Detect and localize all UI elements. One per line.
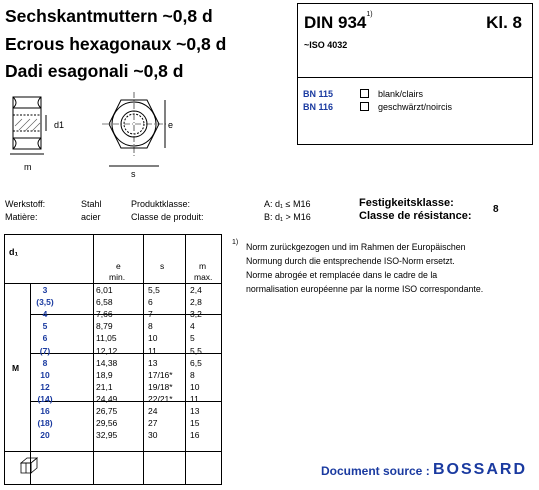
table-cell-m: 13 (190, 406, 200, 416)
table-cell-e: 32,95 (96, 430, 118, 441)
table-cell-e: 11,05 (96, 333, 117, 344)
footnote-marker: 1) (366, 11, 373, 18)
table-cell-e: 29,56 (96, 418, 118, 429)
finish-label-2: geschwärzt/noircis (378, 102, 453, 112)
table-cell-d: 6 (42, 333, 48, 344)
footnote-text (246, 240, 536, 296)
class-label: Kl. 8 (486, 13, 522, 32)
din-box (297, 3, 533, 145)
dimension-table (4, 234, 222, 485)
table-cell-d: 8 (42, 357, 48, 368)
table-cell-e: 21,1 (96, 381, 113, 392)
table-cell-s: 8 (148, 321, 153, 332)
table-cell-d: (3,5) (36, 297, 54, 308)
class-a: A: d₁ ≤ M16 (264, 199, 311, 209)
table-cell-m: 6,5 (190, 357, 202, 368)
finish-code-2: BN 116 (303, 102, 334, 112)
table-cell-d: 20 (40, 430, 50, 441)
class-b: B: d₁ > M16 (264, 212, 311, 222)
source-label: Document source : (321, 464, 430, 478)
werkstoff-label: Werkstoff: (5, 199, 46, 209)
resistance-label: Classe de résistance: (359, 210, 472, 222)
col-header-e: e (116, 261, 121, 271)
table-cell-s: 30 (148, 430, 158, 441)
table-cell-m: 4 (190, 321, 195, 332)
col-header-m-sub: max. (194, 272, 213, 282)
table-cell-d: 10 (40, 369, 50, 380)
title-fr: Ecrous hexagonaux ~0,8 d (5, 34, 227, 54)
m-prefix: M (12, 363, 20, 373)
table-cell-m: 8 (190, 369, 195, 380)
finish-label-1: blank/clairs (378, 89, 424, 99)
table-cell-m: 10 (190, 381, 200, 392)
table-cell-e: 8,79 (96, 321, 113, 332)
title-it: Dadi esagonali ~0,8 d (5, 61, 184, 81)
table-cell-s: 10 (148, 333, 158, 344)
hex-nut-drawing (0, 88, 200, 180)
table-cell-s: 6 (148, 297, 153, 308)
col-header-m: m (199, 261, 207, 271)
brand-logo: BOSSARD (433, 461, 528, 478)
strength-value: 8 (493, 204, 499, 215)
s-label: s (131, 169, 136, 179)
table-cell-d: 16 (40, 406, 50, 416)
table-cell-e: 6,58 (96, 297, 113, 308)
table-cell-d: 3 (42, 285, 48, 295)
table-cell-d: (14) (37, 393, 53, 404)
table-cell-e: 26,75 (96, 406, 118, 416)
d1-label: d1 (54, 120, 65, 130)
table-cell-d: 12 (40, 381, 50, 392)
table-cell-e: 14,38 (96, 357, 118, 368)
table-cell-e: 6,01 (96, 285, 113, 295)
table-cell-e: 12,12 (96, 345, 118, 356)
table-cell-d: 5 (42, 321, 48, 332)
table-cell-s: 13 (148, 357, 158, 368)
title-de: Sechskantmuttern ~0,8 d (5, 6, 213, 26)
table-cell-m: 5,5 (190, 345, 202, 356)
box-icon (19, 455, 47, 475)
matiere-value: acier (81, 212, 101, 222)
table-cell-m: 2,4 (190, 285, 202, 295)
finish-code-1: BN 115 (303, 89, 334, 99)
table-cell-m: 5 (190, 333, 195, 344)
table-cell-s: 11 (148, 345, 157, 356)
table-cell-m: 16 (190, 430, 200, 441)
col-header-s: s (160, 261, 165, 271)
matiere-label: Matière: (5, 212, 38, 222)
table-cell-m: 3,2 (190, 309, 202, 320)
table-cell-d: (7) (39, 345, 51, 356)
din-title: DIN 934$^{1)}$ (304, 11, 373, 32)
finish-checkbox-1[interactable] (360, 89, 369, 98)
note-marker: 1) (232, 239, 239, 246)
table-cell-s: 27 (148, 418, 158, 429)
table-cell-s: 19/18* (148, 381, 173, 392)
table-cell-m: 2,8 (190, 297, 202, 308)
col-header-e-sub: min. (109, 272, 126, 282)
e-label: e (168, 120, 174, 130)
table-cell-e: 24,49 (96, 393, 118, 404)
table-cell-s: 7 (148, 309, 153, 320)
table-cell-d: (18) (37, 418, 53, 429)
col-header-d1: d₁ (9, 247, 19, 257)
table-cell-d: 4 (42, 309, 48, 320)
note-line: normalisation européenne par la norme ISO correspondante. (246, 284, 484, 294)
table-cell-s: 5,5 (148, 285, 160, 295)
finish-checkbox-2[interactable] (360, 102, 369, 111)
werkstoff-value: Stahl (81, 199, 102, 209)
iso-reference: ~ISO 4032 (304, 40, 348, 50)
table-cell-s: 17/16* (148, 369, 173, 380)
produktklasse-label: Produktklasse: (131, 199, 191, 209)
table-cell-m: 11 (190, 393, 199, 404)
m-label: m (24, 162, 32, 172)
note-line: Norme abrogée et remplacée dans le cadre de la (246, 270, 438, 280)
note-line: Norm zurückgezogen und im Rahmen der Europäischen (246, 242, 466, 252)
table-cell-e: 7,66 (96, 309, 113, 320)
festigkeitsklasse-label: Festigkeitsklasse: (359, 197, 454, 209)
din-header (298, 4, 532, 78)
note-line: Normung durch die entsprechende ISO-Norm ersetzt. (246, 256, 455, 266)
produit-label: Classe de produit: (131, 212, 204, 222)
table-cell-s: 24 (148, 406, 158, 416)
table-cell-e: 18,9 (96, 369, 113, 380)
table-cell-m: 15 (190, 418, 200, 429)
table-cell-s: 22/21* (148, 393, 173, 404)
